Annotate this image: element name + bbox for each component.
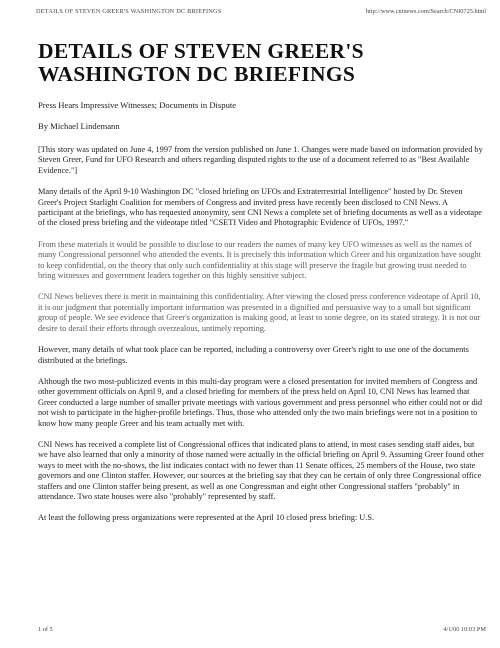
- print-header-title: DETAILS OF STEVEN GREER'S WASHINGTON DC BRIEFINGS: [36, 8, 222, 15]
- article-byline: By Michael Lindemann: [38, 121, 120, 131]
- article-subtitle: Press Hears Impressive Witnesses; Documents in Dispute: [38, 100, 237, 110]
- print-header: [36, 8, 486, 15]
- article: [38, 40, 484, 524]
- article-paragraph: From these materials it would be possible to disclose to our readers the names of many key UFO witnesses as well as the names of many Congressional personnel who attended the events. It is precisely this information which Greer and his organization have sought to keep confidential, on the theory that only such confidentiality at this stage will preserve the fragile but growing trust needed to bring witnesses and government leaders together on this highly sensitive subject.: [38, 239, 481, 281]
- print-footer: [38, 626, 486, 633]
- article-paragraph: CNI News has received a complete list of Congressional offices that indicated plans to attend, in most cases sending staff aides, but we have also learned that only a minority of those named were actually in the official briefing on April 9. Assuming Greer found other ways to meet with the no-shows, the list indicates contact with no fewer than 11 Senate offices, 25 members of the House, two state governors and one Clinton staffer. However, our sources at the briefing say that they can be certain of only three Congressional office staffers and one Clinton staffer being present, as well as one Congressman and eight other Congressional staffers "probably" in attendance. Two state houses were also "probably" represented by staff.: [38, 439, 484, 501]
- print-header-url[interactable]: http://www.cninews.com/Search/CNI0725.html: [365, 8, 486, 15]
- article-paragraph: However, many details of what took place can be reported, including a controversy over Greer's right to use one of the documents distributed at the briefings.: [38, 345, 469, 365]
- article-paragraph: CNI News believes there is merit in maintaining this confidentiality. After viewing the closed press conference videotape of April 10, it is our judgment that potentially important information was presented in a dignified and persuasive way to a small but significant group of people. We see evidence that Greer's organization is making good, at least to some degree, on its stated strategy. It is not our desire to derail their efforts through overzealous, untimely reporting.: [38, 292, 481, 333]
- article-headline: DETAILS OF STEVEN GREER'S WASHINGTON DC BRIEFINGS: [38, 39, 364, 86]
- page-number: 1 of 5: [38, 626, 53, 633]
- article-paragraph: [This story was updated on June 4, 1997 from the version published on June 1. Changes were made based on information provided by Steven Greer, Fund for UFO Research and others regarding disputed rights to the use of a document referred to as "Best Available Evidence."]: [38, 145, 483, 175]
- print-datetime: 4/1/00 10:03 PM: [443, 626, 486, 633]
- article-paragraph: At least the following press organizations were represented at the April 10 closed press briefing: U.S.: [38, 513, 375, 523]
- article-paragraph: Many details of the April 9-10 Washington DC "closed briefing on UFOs and Extraterrestrial Intelligence" hosted by Dr. Steven Greer's Project Starlight Coalition for members of Congress and invited press have recently been disclosed to CNI News. A participant at the briefings, who has requested anonymity, sent CNI News a complete set of briefing documents as well as a videotape of the closed press briefing and the videotape titled "CSETI Video and Photographic Evidence of UFOs, 1997.": [38, 187, 482, 228]
- article-paragraph: Although the two most-publicized events in this multi-day program were a closed presentation for invited members of Congress and other government officials on April 9, and a closed briefing for members of the press held on April 10, CNI News has learned that Greer conducted a large number of smaller private meetings with various government and press personnel who either could not or did not wish to participate in the higher-profile briefings. Thus, those who attended only the two main briefings were not in a position to know how many people Greer and his team actually met with.: [38, 376, 483, 428]
